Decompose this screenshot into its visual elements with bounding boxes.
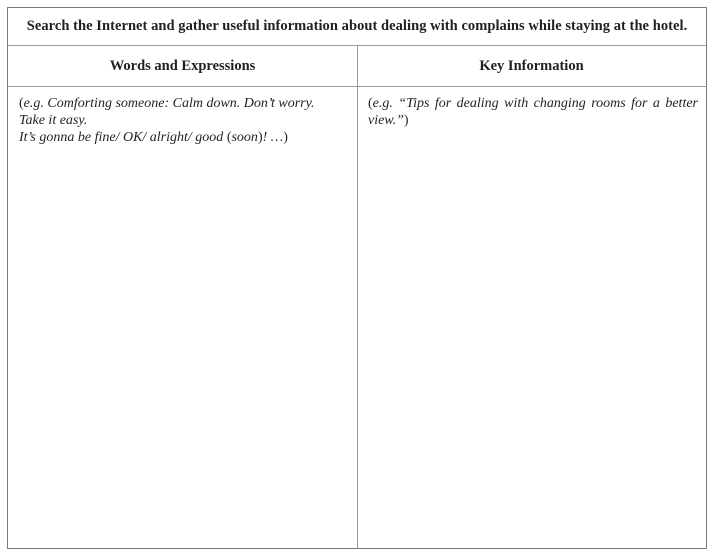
column-header-key-information: Key Information bbox=[479, 57, 584, 74]
example-line-1: (e.g. Comforting someone: Calm down. Don’t worry. bbox=[19, 96, 315, 111]
key-information-cell[interactable] bbox=[368, 95, 698, 129]
example-line-2: Take it easy. bbox=[19, 113, 88, 128]
key-info-example: (e.g. “Tips for dealing with changing rooms for a better view.”) bbox=[368, 96, 698, 128]
example-line-3: It’s gonna be fine/ OK/ alright/ good (soon)! …) bbox=[19, 130, 288, 145]
column-divider bbox=[357, 46, 358, 548]
column-header-words-expressions: Words and Expressions bbox=[109, 57, 256, 74]
worksheet-table bbox=[7, 7, 707, 549]
task-instruction: Search the Internet and gather useful information about dealing with complains while staying at the hotel. bbox=[8, 8, 706, 46]
words-expressions-cell[interactable] bbox=[19, 95, 351, 146]
